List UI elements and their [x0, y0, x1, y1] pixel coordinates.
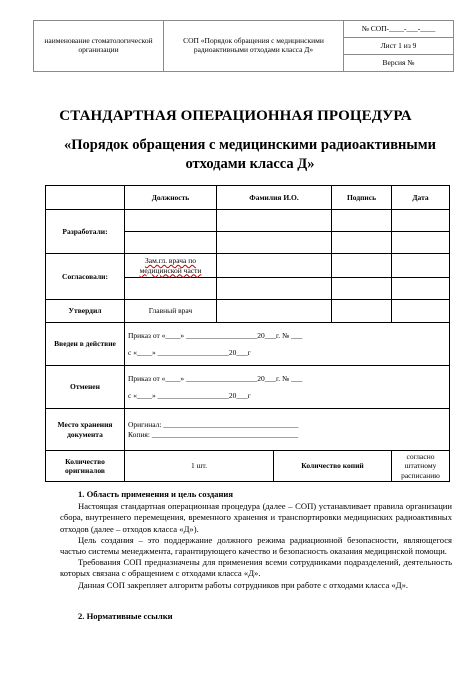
introduced-order-line: Приказ от «____» ___________________20___г. № ___ — [128, 330, 303, 340]
paragraph-scope: Настоящая стандартная операционная процедура (далее – СОП) устанавливает правила организации сбора, внутреннего перемещения, временного хранения и транспортировки медицинских радиоактивных отходов (далее – отходов класса «Д»). — [60, 501, 452, 534]
developed-position-1 — [125, 210, 217, 232]
storage-copy: Копия: _______________________________________ — [128, 429, 299, 439]
sheet-counter: Лист 1 из 9 — [344, 38, 454, 55]
row-cancelled-label: Отменен — [46, 366, 125, 409]
originals-count-label: Количество оригиналов — [46, 451, 125, 482]
developed-position-2 — [125, 232, 217, 254]
introduced-from-line: с «____» ___________________20___г — [128, 348, 251, 357]
paragraph-purpose: Цель создания – это поддержание должного режима радиационной безопасности, являющегося частью системы менеджмента, гарантирующего качество и безопасность оказания медицинской помощи. — [60, 534, 452, 557]
agreed-name-2 — [217, 278, 332, 300]
agreed-position-text: Зам.гл. врача по медицинской части — [139, 256, 202, 275]
introduced-details — [125, 323, 450, 366]
copies-count-label: Количество копий — [274, 451, 392, 482]
paragraph-requirements: Требования СОП предназначены для применения всеми сотрудниками подразделений, деятельность которых связана с обращением с отходами класса «Д». — [60, 557, 452, 579]
organization-name: наименование стоматологической организации — [34, 21, 164, 72]
approved-signature — [332, 300, 392, 323]
storage-original: Оригинал: ____________________________________ — [128, 420, 299, 430]
cancelled-order-line: Приказ от «____» ___________________20___г. № ___ — [128, 373, 303, 383]
row-developed-label: Разработали: — [46, 210, 125, 254]
agreed-position-2 — [125, 278, 217, 300]
agreed-name-1 — [217, 254, 332, 278]
developed-date-2 — [392, 232, 450, 254]
document-header-table — [33, 20, 454, 72]
approved-date — [392, 300, 450, 323]
section-1-heading: 1. Область применения и цель создания — [78, 489, 234, 499]
approval-table — [45, 185, 450, 482]
agreed-position — [125, 254, 217, 278]
column-signature: Подпись — [332, 186, 392, 210]
developed-signature-2 — [332, 232, 392, 254]
column-date: Дата — [392, 186, 450, 210]
column-position: Должность — [125, 186, 217, 210]
header-empty — [46, 186, 125, 210]
storage-details — [125, 409, 450, 451]
document-title: СТАНДАРТНАЯ ОПЕРАЦИОННАЯ ПРОЦЕДУРА — [59, 108, 412, 124]
row-introduced-label: Введен в действие — [46, 323, 125, 366]
approved-name — [217, 300, 332, 323]
sop-header-title: СОП «Порядок обращения с медицинскими радиоактивными отходами класса Д» — [164, 21, 344, 72]
copies-count-value: согласно штатному расписанию — [392, 451, 450, 482]
agreed-date-2 — [392, 278, 450, 300]
document-body — [60, 489, 452, 622]
developed-name-2 — [217, 232, 332, 254]
agreed-signature-2 — [332, 278, 392, 300]
agreed-date-1 — [392, 254, 450, 278]
sop-number: № СОП-____-___-____ — [344, 21, 454, 38]
developed-signature-1 — [332, 210, 392, 232]
cancelled-from-line: с «____» ___________________20___г — [128, 391, 251, 400]
section-2-heading: 2. Нормативные ссылки — [78, 610, 173, 621]
originals-count-value: 1 шт. — [125, 451, 274, 482]
row-approved-label: Утвердил — [46, 300, 125, 323]
row-storage-label: Место хранения документа — [46, 409, 125, 451]
agreed-signature-1 — [332, 254, 392, 278]
column-name: Фамилия И.О. — [217, 186, 332, 210]
version-number: Версия № — [344, 55, 454, 72]
document-subtitle: «Порядок обращения с медицинскими радиоактивными отходами класса Д» — [64, 137, 436, 172]
approved-position: Главный врач — [125, 300, 217, 323]
developed-date-1 — [392, 210, 450, 232]
row-agreed-label: Согласовали: — [46, 254, 125, 300]
cancelled-details — [125, 366, 450, 409]
paragraph-algorithm: Данная СОП закрепляет алгоритм работы сотрудников при работе с отходами класса «Д». — [78, 579, 409, 590]
developed-name-1 — [217, 210, 332, 232]
